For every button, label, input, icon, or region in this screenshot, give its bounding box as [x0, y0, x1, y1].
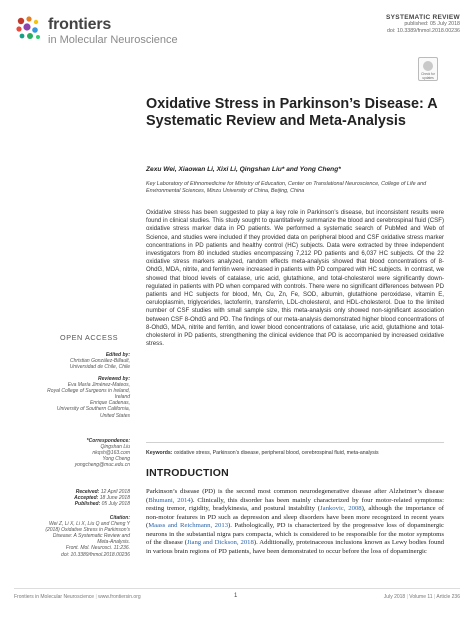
dates-block — [10, 489, 130, 507]
footer-divider — [14, 588, 460, 589]
accepted-date: 18 June 2018 — [99, 495, 130, 502]
author-list[interactable]: Zexu Wei, Xiaowan Li, Xixi Li, Qingshan Liu* and Yong Cheng* — [146, 166, 341, 173]
citation-link[interactable]: Jankovic, 2008 — [320, 505, 362, 513]
logo-wordmark: frontiers — [48, 16, 112, 33]
open-access-label: OPEN ACCESS — [60, 333, 119, 342]
reviewer-line: Ireland — [114, 394, 130, 401]
citation-link[interactable]: Bhumani, 2014 — [148, 496, 191, 504]
frontiers-logo-icon — [14, 14, 44, 44]
reviewer-line: University of Southern California, — [56, 406, 130, 413]
keywords-text: oxidative stress, Parkinson’s disease, peripheral blood, cerebrospinal fluid, meta-analysis — [173, 450, 379, 456]
accepted-label: Accepted: — [74, 495, 99, 502]
footer-separator: | — [95, 594, 99, 600]
crossmark-icon — [423, 61, 433, 71]
correspondence-label: *Correspondence: — [86, 438, 130, 444]
received-date: 12 April 2018 — [100, 489, 130, 495]
intro-text: ). Additionally, proteinaceous inclusions known as Lewy bodies found in various brain regions of PD patients, have been demonstrated to occur before the loss of dopaminergic — [146, 539, 445, 555]
edited-by-label: Edited by: — [105, 352, 130, 358]
correspondent-name: Qingshan Liu — [100, 444, 130, 451]
reviewed-by-label: Reviewed by: — [98, 376, 130, 382]
editor-line[interactable]: Christian González-Billault, — [69, 358, 130, 365]
citation-label: Citation: — [109, 515, 130, 521]
article-meta-header — [290, 14, 460, 35]
page-number: 1 — [234, 593, 238, 599]
citation-line: Wei Z, Li X, Li X, Liu Q and Cheng Y — [49, 521, 130, 528]
editor-line: Universidad de Chile, Chile — [69, 364, 130, 371]
footer-journal — [14, 594, 141, 600]
intro-text: Parkinson’s disease (PD) is the second most common neurodegenerative disease after Alzheimer’s disease ( — [146, 488, 444, 504]
keywords — [146, 450, 446, 456]
citation-link[interactable]: Maass and Reichmann, 2013 — [148, 522, 229, 530]
footer-volume: Volume 11 — [409, 594, 433, 600]
received-label: Received: — [75, 489, 100, 495]
reviewer-line[interactable]: Eva María Jiménez-Mateos, — [67, 382, 130, 389]
citation-link[interactable]: Jiang and Dickson, 2018 — [187, 539, 254, 547]
footer-issue — [384, 594, 460, 600]
journal-logo[interactable] — [14, 14, 194, 48]
footer-article: Article 236 — [436, 594, 460, 600]
divider — [146, 442, 444, 443]
journal-name: in Molecular Neuroscience — [48, 34, 178, 46]
published-date: published: 05 July 2018 — [404, 21, 460, 27]
correspondence-block — [10, 438, 130, 468]
correspondent-email[interactable]: nkqsh@163.com — [92, 450, 130, 457]
published-line — [10, 501, 130, 507]
section-heading-introduction: INTRODUCTION — [146, 467, 229, 479]
edited-by-block — [10, 352, 130, 370]
published-date-side: 05 July 2018 — [101, 501, 130, 508]
reviewer-line: Royal College of Surgeons in Ireland, — [47, 388, 130, 395]
introduction-paragraph — [146, 488, 444, 556]
published-label: Published: — [74, 501, 101, 508]
intro-text: ). Clinically, this disorder has been mainly characterized by four motor-related symptoms: resting tremor, rigidity, bradykinesia, and postural instability ( — [146, 496, 444, 513]
article-title: Oxidative Stress in Parkinson’s Disease: A Systematic Review and Meta-Analysis — [146, 96, 438, 129]
correspondent-name: Yong Cheng — [102, 456, 130, 463]
reviewer-line: United States — [99, 412, 130, 419]
footer-url[interactable]: www.frontiersin.org — [98, 594, 141, 600]
footer-date: July 2018 — [383, 594, 406, 600]
reviewed-by-block — [10, 376, 130, 419]
footer-separator: | — [433, 594, 437, 600]
citation-line: Meta-Analysis. — [97, 539, 130, 546]
intro-text: ). Pathologically, PD is characterized by the progressive loss of dopaminergic neurons in the substantial nigra pars compacta, which is considered to be responsible for the motor symptoms of the disease ( — [146, 522, 444, 547]
crossmark-label: Check for updates — [421, 72, 435, 80]
keywords-label: Keywords: — [146, 450, 173, 456]
citation-line: Front. Mol. Neurosci. 11:236. — [65, 545, 130, 552]
footer-separator: | — [406, 594, 410, 600]
citation-block — [10, 515, 130, 558]
reviewer-line[interactable]: Enrique Cadenas, — [89, 400, 130, 407]
citation-doi[interactable]: doi: 10.3389/fnmol.2018.00236 — [61, 551, 130, 558]
article-type: SYSTEMATIC REVIEW — [386, 14, 460, 21]
correspondent-email[interactable]: yongcheng@muc.edu.cn — [74, 462, 130, 469]
footer-journal-name: Frontiers in Molecular Neuroscience — [14, 594, 95, 600]
intro-text: ), although the importance of non-motor features in PD such as depression and sleep disorders have been more recognized in recent years ( — [146, 505, 444, 530]
crossmark-button[interactable] — [418, 57, 438, 81]
abstract: Oxidative stress has been suggested to play a key role in Parkinson’s disease, but inconsistent results were found in clinical studies. This study sought to quantitatively summarize the blood and cerebrospinal fluid (CSF) oxidative stress marker data in PD patients. We performed a systematic search of PubMed and Web of Science, and studies were included if they provided data on peripheral blood and CSF oxidative stress marker concentrations in PD patients and healthy control (HC) subjects. Data were extracted by three independent investigators from 80 included studies encompassing 7,212 PD patients and 6,037 HC subjects. Of the 22 oxidative stress markers analyzed, random effects meta-analysis showed that blood concentrations of 8-OhdG, MDA, nitrite, and ferritin were increased in patients with PD compared with HC subjects. In contrast, we showed that blood levels of catalase, uric acid, glutathione, and total-cholesterol were significantly down-regulated in patients with PD when compared with controls. There were no significant differences between PD patients and HC subjects for blood, Mn, Cu, Zn, Fe, SOD, albumin, glutathione peroxidase, vitamin E, ceruloplasmin, triglycerides, lactoferrin, transferrin, LDL-cholesterol, and HDL-cholesterol. Due to the limited number of CSF studies with small sample size, this meta-analysis only showed non-significant association between CSF 8-OhdG and PD. The findings of our meta-analysis demonstrated higher blood concentrations of 8-OhdG, MDA, nitrite and ferritin, and lower blood concentrations of catalase, uric acid, glutathione and total-cholesterol in PD patients, strengthening the clinical evidence that PD is accompanied by increased oxidative stress. — [146, 209, 444, 348]
citation-line: Disease: A Systematic Review and — [52, 533, 130, 540]
doi-link[interactable]: doi: 10.3389/fnmol.2018.00236 — [386, 28, 460, 34]
citation-line: (2018) Oxidative Stress in Parkinson’s — [45, 527, 130, 534]
affiliation: Key Laboratory of Ethnomedicine for Ministry of Education, Center on Translational Neuroscience, College of Life and Environmental Sciences, Minzu University of China, Beijing, China — [146, 181, 427, 195]
